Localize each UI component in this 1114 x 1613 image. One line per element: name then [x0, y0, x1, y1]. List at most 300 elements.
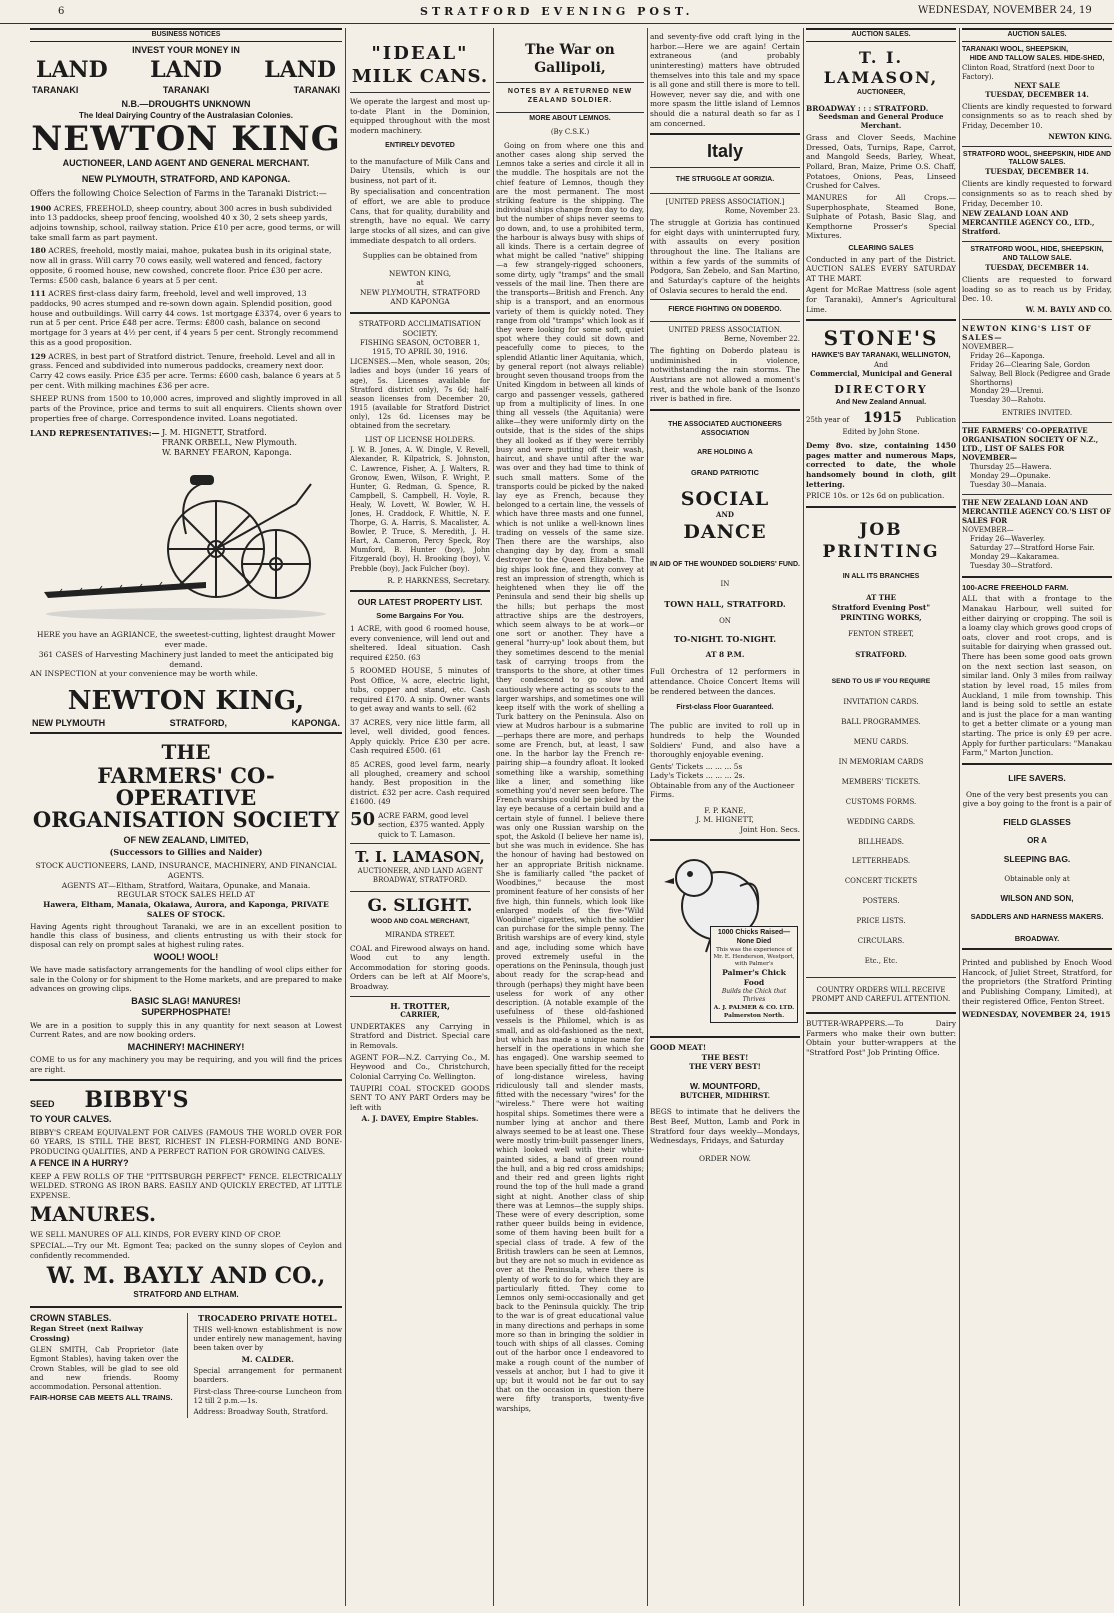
sale-item: Friday 26—Clearing Sale, Gordon Salway, Bell Block (Pedigree and Grade Shorthorns): [970, 360, 1111, 387]
land-representatives: [30, 428, 342, 459]
trocadero-ad: [187, 1313, 343, 1419]
chick-food-box: [710, 926, 798, 1023]
printing-item: MENU CARDS.: [853, 737, 909, 746]
printing-item: PRICE LISTS.: [856, 917, 906, 926]
printing-item: CUSTOMS FORMS.: [845, 797, 917, 806]
rep-name: J. M. HIGNETT, Stratford.: [162, 427, 267, 437]
divider: [30, 1306, 342, 1308]
printing-item: WEDDING CARDS.: [846, 817, 916, 826]
crown-stables-ad: [30, 1313, 179, 1419]
column-business-notices: [30, 28, 342, 1608]
bibbys-text: BIBBY'S CREAM EQUIVALENT FOR CALVES (FAMOUS THE WORLD OVER FOR 60 YEARS, IS STILL THE BEST, RICHEST IN FLESH-FORMING AND BONE-PRODUCING QUALITIES, AND A PERFECT RATION FOR GROWING CALVES.: [30, 1127, 342, 1156]
chicks-heading: 1000 Chicks Raised—None Died: [717, 929, 791, 946]
grand-patriotic: GRAND PATRIOTIC: [691, 467, 759, 477]
coal-text: COAL and Firewood always on hand. Wood cut to any length. Accommodation for storing goods. Orders can be left at Alf Moore's, Broadway.: [350, 943, 490, 992]
manures-text: MANURES for All Crops.—Superphosphate, Steamed Bone, Sulphate of Potash, Basic Slag, and Kempthorne Prosser's Special Mixtures.: [806, 192, 956, 241]
taranaki-row: [30, 85, 342, 97]
time-line: AT 8 P.M.: [705, 649, 745, 659]
next-sale: NEXT SALE: [1014, 80, 1060, 90]
sale-item: Friday 26—Kaponga.: [970, 351, 1045, 360]
hundred-acre-text: ALL that with a frontage to the Manakau Harbour, well suited for either dairying or cropping. The soil is a loamy clay which grows good crops of oats, clover and root crops, and is suitable for dairying when grassed out. There has been some good oats grown on the next section last season, on similar land. Only 3 miles from railway station by level road, 15 miles from Auckland, 1 mile from township. This land is being sold to settle an estate and is just the place for a man wanting to get a better climate or a young man starting. The price is only £9 per acre. Apply for further particulars: "Manakau Farm," Marton Junction.: [962, 594, 1112, 758]
super-text: We are in a position to supply this in any quantity for next season at Lowest Current Rates, and are now booking orders.: [30, 1020, 342, 1040]
special-tea: SPECIAL.—Try our Mt. Egmont Tea; packed on the sunny slopes of Ceylon and confidently recommended.: [30, 1241, 342, 1260]
palmer-company: A. J. PALMER & CO. LTD. Palmerston North.: [713, 1005, 795, 1019]
stratford-wool: STRATFORD WOOL, SHEEPSKIN, HIDE AND TALLOW SALES.: [962, 150, 1112, 167]
year-label: 25th year of: [806, 416, 850, 425]
of-nz-line: OF NEW ZEALAND, LIMITED,: [123, 835, 249, 846]
lamason-heading: T. I. LAMASON,: [355, 848, 485, 867]
printing-item: Etc., Etc.: [864, 957, 898, 966]
land-banner: [30, 56, 342, 84]
sheep-runs: SHEEP RUNS from 1500 to 10,000 acres, improved and slightly improved in all parts of the Province, price and terms to suit all enquirers. Clients shown over properties free of charge. Correspondence invited. Loans negotiated.: [30, 394, 342, 423]
land-word: LAND: [264, 57, 336, 84]
places-line: NEW PLYMOUTH, STRATFORD, AND KAPONGA.: [81, 173, 291, 184]
divider: [650, 193, 800, 194]
property-list-heading: OUR LATEST PROPERTY LIST.: [357, 596, 483, 607]
successors-line: (Successors to Gillies and Naider): [109, 846, 263, 857]
specialisation-text: By specialisation and concentration of effort, we are able to produce Cans, that for quality, durability and strength, have no equal. We carry large stocks of all sizes, and can give immediate despatch to all orders.: [350, 187, 490, 245]
divider: [962, 948, 1112, 950]
farm-text: ACRES, in best part of Stratford district. Tenure, freehold. Level and all in grass. Fenced and subdivided into numerous paddocks, creamery next door. Carry 42 cows easily. Price £35 per acre. Terms: £600 cash, balance 6 years at 5 per cent. With milking machines £36 per acre.: [30, 351, 341, 390]
send-line: SEND TO US IF YOU REQUIRE: [831, 678, 931, 686]
undertakes-text: UNDERTAKES any Carrying in Stratford and District. Special care in Removals.: [350, 1021, 490, 1051]
sale-item: Tuesday 30—Stratford.: [970, 561, 1053, 570]
section-header: BUSINESS NOTICES: [30, 28, 342, 42]
farmers-heading: FARMERS' CO-OPERATIVE: [97, 763, 275, 811]
divider: [806, 506, 956, 508]
sale-item: Thursday 25—Hawera.: [970, 463, 1052, 472]
hawkes-line: HAWKE'S BAY TARANAKI, WELLINGTON,: [811, 351, 951, 359]
masthead: [0, 0, 1114, 24]
farm-acres: 129: [30, 351, 46, 361]
italy-heading: Italy: [706, 141, 744, 162]
tonight-line: TO-NIGHT. TO-NIGHT.: [673, 633, 777, 644]
calves-heading: TO YOUR CALVES.: [30, 1114, 112, 1125]
property-item: 1 ACRE, with good 6 roomed house, every convenience, will lend out and sheltered. Ideal situation. Cash required £250. (63: [350, 624, 490, 662]
order-now: ORDER NOW.: [698, 1153, 752, 1163]
social-heading: SOCIAL: [680, 488, 770, 511]
november-label-2: NOVEMBER—: [962, 525, 1014, 534]
printing-item: IN MEMORIAM CARDS: [838, 757, 924, 766]
aid-line: IN AID OF THE WOUNDED SOLDIERS' FUND.: [650, 560, 800, 568]
regular-sales: REGULAR STOCK SALES HELD AT: [117, 890, 255, 900]
divider: [806, 977, 956, 978]
country-orders: COUNTRY ORDERS WILL RECEIVE PROMPT AND CAREFUL ATTENTION.: [811, 986, 951, 1004]
np-line: NEW PLYMOUTH, STRATFORD: [359, 287, 481, 297]
or-line: OR A: [1027, 835, 1047, 845]
edited-by: Edited by John Stone.: [842, 428, 920, 437]
town-hall: TOWN HALL, STRATFORD.: [664, 598, 786, 609]
farm-text: ACRES first-class dairy farm, freehold, level and well improved, 13 paddocks, 90 acres stumped and re-sown down again. Splendid position, good house and outbuildings. Will carry 44 cows. 1st mortgage £3374, over 6 years to run at 5 per cent. Price £48 per acre. Terms: £800 cash, balance on second mortgage for 3 years at 4½ per cent, if 4 years 5 per cent. Strongly recommend this as a good proposition.: [30, 289, 342, 347]
divider: [650, 839, 800, 841]
imprint: Printed and published by Enoch Wood Hancock, of Juliet Street, Stratford, for the proprietors (the Stratford Printing and Publishing Company, Limited), at their registered Office, Fenton Street.: [962, 958, 1112, 1006]
field-glasses: FIELD GLASSES: [1003, 817, 1071, 828]
auctioneer-line: AUCTIONEER,: [856, 88, 906, 96]
clinton-road: Clinton Road, Stratford (next Door to Factory).: [962, 63, 1095, 81]
places-row: [30, 718, 342, 734]
divider: [962, 319, 1112, 320]
acclimatisation-heading: STRATFORD ACCLIMATISATION SOCIETY.: [358, 319, 482, 338]
inspection-notice: AN INSPECTION at your convenience may be worth while.: [30, 669, 258, 679]
doberdo-heading: FIERCE FIGHTING ON DOBERDO.: [668, 306, 782, 314]
divider: [806, 1012, 956, 1014]
imprint-date: WEDNESDAY, NOVEMBER 24, 1915: [962, 1010, 1111, 1020]
divider: [350, 312, 490, 314]
farm-listing: [30, 246, 342, 285]
fishing-season: FISHING SEASON, OCTOBER 1, 1915, TO APRIL 30, 1916.: [360, 337, 480, 357]
floor-line: First-class Floor Guaranteed.: [676, 704, 774, 712]
fifty-number: 50: [350, 808, 376, 830]
begs-text: BEGS to intimate that he delivers the Best Beef, Mutton, Lamb and Pork in Stratford four days weekly—Mondays, Wednesdays, Fridays, and Saturday: [650, 1107, 800, 1146]
printing-item: BILLHEADS.: [858, 837, 904, 846]
butter-wrappers: BUTTER-WRAPPERS.—To Dairy Farmers who make their own butter: Obtain your butter-wrappers at the "Stratford Post" Job Printing Office.: [806, 1019, 956, 1057]
farm-listing: [30, 352, 342, 391]
berne-dateline: Berne, November 22.: [723, 335, 800, 344]
fence-heading: A FENCE IN A HURRY?: [30, 1158, 129, 1169]
divider: [962, 146, 1112, 147]
farm-acres: 111: [30, 289, 46, 299]
bibbys-heading-row: [30, 1086, 342, 1114]
sale-item: Saturday 27—Stratford Horse Fair.: [970, 543, 1095, 552]
berne-text: The fighting on Doberdo plateau is undiminished in violence, notwithstanding the rain storms. The Austrians are not allowed a moment's rest, and the whole bank of the Isonzo river is bathed in fire.: [650, 346, 800, 404]
column-rule: [959, 28, 960, 1606]
divider: [962, 576, 1112, 578]
rep-name: W. BARNEY FEARON, Kaponga.: [162, 448, 292, 458]
land-word: LAND: [36, 57, 108, 84]
auctioneer-line: AUCTIONEER, LAND AGENT AND GENERAL MERCHANT.: [62, 158, 310, 169]
basic-slag-heading: BASIC SLAG! MANURES!: [131, 995, 241, 1006]
nz-loan: NEW ZEALAND LOAN AND MERCANTILE AGENCY CO., LTD., Stratford.: [962, 209, 1095, 237]
hignett-name: J. M. HIGNETT,: [696, 815, 754, 825]
printing-item: CIRCULARS.: [857, 937, 905, 946]
sales-places: Hawera, Eltham, Manaia, Okaiawa, Aurora, and Kaponga, PRIVATE SALES OF STOCK.: [43, 900, 329, 919]
nk-sales-heading: NEWTON KING'S LIST OF SALES—: [962, 323, 1092, 343]
newton-king-banner-2: NEWTON KING,: [67, 685, 305, 716]
demy-text: Demy 8vo. size, containing 1450 pages matter and numerous Maps, corrected to date, the whole handsomely bound in cloth, gilt lettering.: [806, 441, 956, 489]
directory-heading: DIRECTORY: [834, 382, 928, 396]
divider: [650, 1036, 800, 1038]
article-byline: (By C.S.K.): [550, 127, 590, 136]
sale-item: Friday 26—Waverley.: [970, 534, 1046, 543]
mountford-heading: W. MOUNTFORD,: [690, 1081, 760, 1092]
sale-item: Monday 29—Kakaramea.: [970, 552, 1060, 561]
printing-heading: PRINTING: [822, 541, 940, 562]
article-section: MORE ABOUT LEMNOS.: [496, 112, 644, 124]
reps-list: [162, 428, 342, 459]
commercial-line: Commercial, Municipal and General: [809, 368, 953, 378]
saddlers-line: SADDLERS AND HARNESS MAKERS.: [970, 912, 1104, 922]
divider: [30, 1079, 342, 1081]
clients-notice-3: Clients are requested to forward loading so as to reach us by Friday, Dec. 10.: [962, 274, 1112, 304]
devoted-text: to the manufacture of Milk Cans and Dairy Utensils, which is our business, not part of it.: [350, 156, 490, 185]
farmers-sales-heading: THE FARMERS' CO-OPERATIVE ORGANISATION SOCIETY OF N.Z., LTD., LIST OF SALES FOR NOVEMBER—: [962, 426, 1099, 463]
holding-line: ARE HOLDING A: [697, 448, 753, 456]
reps-label: LAND REPRESENTATIVES:—: [30, 427, 160, 438]
invest-heading: INVEST YOUR MONEY IN: [132, 44, 240, 55]
special-arrangement: Special arrangement for permanent boarders.: [193, 1366, 342, 1385]
fifty-text: ACRE FARM, good level section, £375 wanted. Apply quick to T. Lamason.: [378, 810, 485, 839]
sleeping-bag: SLEEPING BAG.: [1003, 854, 1071, 865]
trocadero-heading: TROCADERO PRIVATE HOTEL.: [198, 1312, 338, 1323]
printing-item: POSTERS.: [862, 897, 900, 906]
at-line: at: [416, 278, 424, 288]
good-meat: GOOD MEAT!: [650, 1043, 707, 1053]
license-list-heading: LIST OF LICENSE HOLDERS.: [364, 435, 476, 445]
kane-name: F. P. KANE,: [704, 805, 746, 815]
taranaki-word: TARANAKI: [293, 84, 340, 95]
trotter-heading: H. TROTTER,: [390, 1000, 450, 1011]
rep-name: FRANK ORBELL, New Plymouth.: [162, 437, 297, 447]
hide-tallow: HIDE AND TALLOW SALES. HIDE-SHED,: [969, 54, 1105, 62]
farm-acres: 180: [30, 246, 46, 256]
bottom-ads: [30, 1313, 342, 1419]
place: STRATFORD,: [169, 718, 227, 729]
harkness-signature: R. P. HARKNESS, Secretary.: [387, 575, 490, 585]
broadway-line: BROADWAY.: [1014, 933, 1060, 943]
column-6: [962, 28, 1112, 1608]
milk-cans-heading: MILK CANS.: [351, 66, 489, 88]
divider: [650, 321, 800, 322]
stratford-hide-sale: STRATFORD WOOL, HIDE, SHEEPSKIN, AND TALLOW SALE.: [970, 246, 1104, 263]
life-savers: LIFE SAVERS.: [1008, 772, 1066, 783]
newton-king-sig: NEWTON KING.: [1048, 131, 1112, 141]
chicks-sub: This was the experience of Mr. E. Henderson, Westport, with Palmer's: [713, 946, 795, 968]
upa-credit-2: UNITED PRESS ASSOCIATION.: [668, 326, 782, 335]
upa-credit: [UNITED PRESS ASSOCIATION.]: [665, 198, 785, 207]
rome-text: The struggle at Gorizia has continued for eight days with uninterrupted fury, with assaults on every position throughout the line. The Italians are within a few yards of the summits of Podgora, San Zebelo, and San Martino, and Saturday's capture of the heights of Oslavia secures to herald the end.: [650, 218, 800, 295]
manures-heading: MANURES.: [30, 1202, 156, 1227]
and-word: AND: [716, 510, 734, 520]
crown-heading: CROWN STABLES.: [30, 1312, 112, 1323]
nz-annual: And New Zealand Annual.: [835, 396, 927, 406]
divider: [962, 422, 1112, 423]
gents-tickets: Gents' Tickets ... ... ... 5s: [650, 761, 743, 771]
seed-label: SEED: [30, 1099, 55, 1110]
slight-sub: WOOD AND COAL MERCHANT,: [370, 918, 470, 926]
mower-illustration: [36, 464, 336, 624]
divider: [962, 241, 1112, 242]
property-item: 5 ROOMED HOUSE, 5 minutes of Post Office, ¼ acre, electric light, tubs, copper and stand, etc. Cash required £170. A snip. Owner wants to get away and wants to sell. (62: [350, 666, 490, 714]
farm-acres: 1900: [30, 203, 52, 213]
divider: [650, 409, 800, 411]
bibbys-heading: BIBBY'S: [84, 1087, 189, 1114]
farm-listing: [30, 289, 342, 347]
crown-text: GLEN SMITH, Cab Proprietor (late Egmont Stables), having taken over the Crown Stables, will be glad to see old and new friends. Roomy accommodation. Personal attention.: [30, 1345, 179, 1391]
wool-heading: WOOL! WOOL!: [153, 951, 219, 962]
taupiri-text: TAUPIRI COAL STOCKED GOODS SENT TO ANY PART Orders may be left with: [350, 1083, 490, 1112]
column-rule: [345, 28, 346, 1606]
davey-signature: A. J. DAVEY, Empire Stables.: [361, 1114, 479, 1124]
harvest-notice: 361 CASES of Harvesting Machinery just landed to meet the anticipated big demand.: [38, 649, 334, 669]
joint-secs: Joint Hon. Secs.: [740, 824, 800, 834]
place: NEW PLYMOUTH: [32, 718, 106, 729]
agent-text: Agent for McRae Mattress (sole agent for Taranaki), Amner's Agricultural Lime.: [806, 285, 956, 314]
year-number: 1915: [863, 410, 903, 427]
newton-king-banner: NEWTON KING: [31, 118, 341, 159]
printing-item: CONCERT TICKETS: [844, 877, 918, 886]
stratford-line: STRATFORD.: [855, 650, 907, 660]
we-operate: We operate the largest and most up-to-date Plant in the Dominion, equipped throughout with the most modern machinery.: [350, 97, 490, 135]
issue-date: WEDNESDAY, NOVEMBER 24, 19: [918, 5, 1092, 16]
november-label: NOVEMBER—: [962, 342, 1014, 351]
builds-tagline: Builds the Chick that Thrives: [721, 987, 787, 1003]
auction-sales-header: AUCTION SALES.: [806, 28, 956, 42]
superphosphate-heading: SUPERPHOSPHATE!: [141, 1007, 231, 1018]
column-gallipoli: [496, 28, 644, 1608]
very-best: THE VERY BEST!: [689, 1062, 761, 1071]
license-holders: J. W. B. Jones, A. W. Dingle, V. Revell, Alexander, R. Kilpatrick, S. Johnston, C. Lawrence, Fisher, A. J. Walters, R. Gronow, Ewen, Wilson, F. Wright, P. Hunter, G. Redman, G. Spence, R. Campbell, S. Campbell, H. Voyle, R. Healy, W. Lovett, W. Bowler, W. H. Jones, H. Craddock, F. Whittle, N. F. Thorpe, G. A. Harris, S. Macalister, A. Bowler, P. Truce, S. Meredith, J. H. Hart, A. Cameron, Percy Speck, Roy Mumford, B. Hunter (boy), John Fitzgerald (boy), H. Brooking (boy), V. Prebble (boy), Jack Fulcher (boy).: [350, 446, 490, 573]
divider: [650, 299, 800, 300]
farm-listing: [30, 204, 342, 243]
trocadero-text: THIS well-known establishment is now under entirely new management, having been taken over by: [193, 1324, 342, 1353]
divider: [806, 319, 956, 321]
clearing-text: Conducted in any part of the District. AUCTION SALES EVERY SATURDAY AT THE MART.: [806, 254, 956, 283]
column-5: [806, 28, 956, 1608]
column-rule: [803, 28, 804, 1606]
machinery-heading: MACHINERY! MACHINERY!: [127, 1041, 245, 1052]
droughts-notice: N.B.—DROUGHTS UNKNOWN: [121, 99, 251, 110]
column-rule: [493, 28, 494, 1606]
supplies-line: Supplies can be obtained from: [362, 251, 478, 261]
bargains-heading: Some Bargains For You.: [376, 610, 464, 620]
clients-notice-2: Clients are kindly requested to forward consignments so as to reach shed by Friday, December 10.: [962, 179, 1112, 208]
miranda-street: MIRANDA STREET.: [384, 930, 456, 939]
lamason-heading: T. I. LAMASON,: [823, 47, 939, 88]
taranaki-word: TARANAKI: [32, 84, 79, 95]
sale-item: Tuesday 30—Manaia.: [970, 481, 1047, 490]
broadway-line: BROADWAY, STRATFORD.: [372, 876, 468, 885]
dance-heading: DANCE: [683, 521, 767, 544]
article-body: Going on from where one this and another cases along ship served the Lemnos take a series and circle it all in the muddle. The hospitals are not the chief feature of Lemnos, though they are the most permanent. The most striking feature is the shipping. The individual ships change from day to day, but the number of ships never seems to go down, and, to use a prohibited term, the harbour is always busy with ships of all kinds. There is a certain degree of what might be called "native" shipping—a few strangely-rigged schooners, some dirty, ugly "tramps" and the small vessels of the mail line. Then there are the transports—British and French. Any ship is a transport, and an enormous variety of them is quickly noted. They range from old "tramps" which look as if they were looking for some soft, quiet spot where they could sit down and peacefully come to pieces, to the splendid Atlantic liner Aquitania, which, by general report (not always reliable) brought seven thousand troops from the United Kingdom in between all kinds of cargo and passenger vessels, gathered up from a multiplicity of lines. In one thing all vessels (the Aquitania) were alike—they were uniformly dirty on the outside, that is the sides of the ships they all looked as if they were terribly busy and were putting off their wash, haircut, and shave until after the war was over and they had time to think of such small matters. Some of the transports could be picked by the naked lay eye as French, because they belonged to a certain line, the vessels of which have three masts and one funnel, which is not unlike a well-known lines trading on vessels of the same size. Then there are the warships, also changing day by day, from a small destroyer to the Queen Elizabeth. The big ships look fine, and they convey at rest an impression of strength, which is heightened when they lie off the Peninsula and send their big shells up the hills; but perhaps the most attractive ships are the destroyers, which seem always to be at work—or one sort or another. They have a general "hurry-up" look about them, but they sometimes descend to the menial task of carrying troops from the transports to the shore, at other times they condescend to go slow and cautiously where acting as scouts to the larger warships, and sometimes one will keep itself with the work of shelling a Turk battery on the Peninsula. Also on view at Mudros harbour is a submarine—perhaps there are more, and perhaps some are French, but, at least, I saw one. In the harbor lay the French re-pairing ship—a foundry afloat. It looked something like a warship, something like a liner, and something like something you'd never seen before. The French warships could be picked by the lay eye because of a certain build and a certain style of funnel. I believe there was only one Russian warship on the spot, the Askold (I believe her name is), but she was much in evidence. She has the honour of having had bestowed on her an appropriate British nickname. She is familiarly called "the packet of Woodbines," because the most prominent feature of her consists of her five high, thin funnels, which look like enlarged models of the five-"Wild Woodbine" cigarettes, which the soldier can purchase for the simple penny. The British warships are of every kind, style and age, including some which have proved extremely useful in the operations on the Peninsula, though just about ready for the scrap-head and through (perhaps) they might have been useless for work of any other description. (A notable example of the usefulness of these old-fashioned vessels is the Philomel, which is as small, and as old-fashioned as the next, but which has made a unique name for herself in the operations in which she has engaged). One warship seemed to have been specially fitted for the receipt of long-distance wireless, having ridiculously tall and slender masts, fitted with the necessary "wires" for the "wireless." There were hot waiting hospital ships. Sometimes there were a number lying at anchor and there always seemed to be at least one. These were mostly trim-built passenger liners, which looked well with their white-painted sides, a band of green round the hull, and a big red cross amidships; and their red and green lights right round the top of the hull made a grand sight at night. Another class of ship there was at Lemnos—the supply ships. These were of every description, some rather queer builds being in evidence, some of them having been built for a special class of trade. A few of the British trawlers can be seen at Lemnos, but they are not so much in evidence as over at the Peninsula, where there is plenty of work to do for which they are particularly fitted. They come to Lemnos only semi-occasionally and get back to the Peninsula quickly. The trip to the war is of great educational value in many directions and perhaps in some more so than in bringing the soldier in touch with ships of all classes. Coming out of the harbor once I endeavored to make a rough count of the number of vessels at anchor, but I had to give it up; but it would not be far out to say that on the occasion in question there were fifty transports, twenty-five warships,: [496, 140, 644, 1413]
fence-text: KEEP A FEW ROLLS OF THE "PITTSBURGH PERFECT" FENCE. ELECTRICALLY WELDED. STRONG AS IRON BARS. EASILY AND QUICKLY ERECTED, AT LITTLE EXPENSE.: [30, 1171, 342, 1200]
job-heading: JOB: [859, 519, 903, 540]
auction-sales-header: AUCTION SALES.: [962, 28, 1112, 42]
divider: [962, 763, 1112, 765]
lady-tickets: Lady's Tickets ... ... ... 2s.: [650, 771, 745, 781]
seeds-text: Grass and Clover Seeds, Machine Dressed, Oats, Turnips, Rape, Carrot, and Mangold Seeds, Barley, Wheat, Pollard, Bran, Maize, Prime O.S. Chaff, Potatoes, Onions, Peas, Linseed Crushed for Calves.: [806, 133, 956, 191]
divider: [350, 996, 490, 997]
land-word: LAND: [150, 57, 222, 84]
divider: [350, 590, 490, 592]
hotel-address: Address: Broadway South, Stratford.: [193, 1407, 329, 1417]
newspaper-title: STRATFORD EVENING POST.: [420, 5, 694, 18]
obtainable-line: Obtainable from any of the Auctioneer Firms.: [650, 780, 795, 800]
column-rule: [647, 28, 648, 1606]
hundred-acre-heading: 100-ACRE FREEHOLD FARM.: [962, 582, 1069, 592]
calder-name: M. CALDER.: [241, 1354, 294, 1364]
licenses-text: LICENSES.—Men, whole season, 20s; ladies and boys (under 16 years of age), 5s. Licenses available for Stratford district only), 7s 6d; half-season licenses from December 20, 1915 (available for Stratford District only), 12s 6d. Licenses may be obtained from the secretary.: [350, 358, 490, 431]
broadway-line: BROADWAY : : : STRATFORD.: [806, 103, 929, 113]
divider: [350, 843, 490, 844]
publication-label: Publication: [915, 416, 956, 425]
in-word: IN: [720, 579, 730, 588]
property-item: 85 ACRES, good level farm, nearly all ploughed, creamery and school handy. Best proposition in the district. £32 per acre. Cash required £1600. (49: [350, 759, 490, 807]
divider: [350, 92, 490, 93]
and-word: And: [873, 360, 889, 369]
article-subhead: NOTES BY A RETURNED NEW ZEALAND SOLDIER.: [507, 87, 633, 104]
obtainable-only: Obtainable only at: [1004, 875, 1070, 884]
printing-item: LETTERHEADS.: [851, 857, 911, 866]
fenton-street: FENTON STREET,: [848, 630, 914, 639]
kaponga-line: AND KAPONGA: [390, 297, 450, 307]
ideal-heading: "IDEAL": [371, 43, 469, 64]
property-item: 37 ACRES, very nice little farm, all level, well divided, good fences. Apply quickly. Price £30 per acre. Cash required £500. (61: [350, 717, 490, 756]
printing-items: [806, 698, 956, 966]
article-headline: The War on Gallipoli,: [496, 42, 644, 83]
ideal-country: The Ideal Dairying Country of the Australasian Colonies.: [79, 110, 293, 120]
crown-street: Regan Street (next Railway Crossing): [30, 1324, 143, 1343]
place: KAPONGA.: [291, 718, 340, 729]
printing-item: BALL PROGRAMMES.: [841, 717, 921, 726]
stock-agents: STOCK AUCTIONEERS, LAND, INSURANCE, MACHINERY, AND FINANCIAL AGENTS.: [35, 861, 337, 880]
palmers-brand: Palmer's Chick Food: [722, 968, 786, 988]
newton-king: NEWTON KING,: [388, 268, 452, 278]
the-best: THE BEST!: [701, 1052, 749, 1062]
carrier-line: CARRIER,: [400, 1009, 440, 1019]
bayly-places: STRATFORD AND ELTHAM.: [133, 1290, 239, 1300]
taranaki-word: TARANAKI: [162, 84, 210, 95]
the-heading: THE: [161, 739, 211, 764]
sale-item: Monday 29—Urenui.: [970, 387, 1044, 396]
bayly-sig: W. M. BAYLY AND CO.: [1025, 304, 1112, 314]
gorizia-heading: THE STRUGGLE AT GORIZIA.: [675, 176, 775, 184]
clearing-sales: CLEARING SALES: [848, 243, 914, 253]
having-agents: Having Agents right throughout Taranaki, we are in an excellent position to handle this class of business, and clients entrusting us with their stock for disposal can rely on prompt sales at highest ruling rates.: [30, 921, 342, 950]
printing-item: INVITATION CARDS.: [843, 697, 919, 706]
taranaki-wool: TARANAKI WOOL, SHEEPSKIN,: [962, 45, 1069, 53]
page-number: 6: [58, 6, 65, 17]
printing-item: MEMBERS' TICKETS.: [841, 777, 921, 786]
seedsman-line: Seedsman and General Produce Merchant.: [818, 112, 944, 131]
sale-date-2: TUESDAY, DECEMBER 14.: [985, 167, 1089, 177]
agents-at: AGENTS AT—Eltham, Stratford, Waitara, Opunake, and Manaia.: [61, 880, 311, 890]
rome-dateline: Rome, November 23.: [724, 207, 800, 216]
price-text: PRICE 10s. or 12s 6d on publication.: [806, 491, 945, 501]
wool-text: We have made satisfactory arrangements for the handling of wool clips either for sale in the Colony or for shipment to the Home markets, and are prepared to make advances on growing clips.: [30, 965, 342, 994]
assoc-heading: THE ASSOCIATED AUCTIONEERS ASSOCIATION: [668, 420, 782, 437]
article-continuation: and seventy-five odd craft lying in the harbor.—Here we are again! Certain extraneous (and probably uninteresting) matters have obtruded themselves into this tale and my space is all gone and still there is more to tell. However, never say die, and with one more spasm the little island of Lemnos should die a natural death so far as I am concerned.: [650, 32, 800, 128]
year-line: [806, 410, 956, 428]
column-2: [350, 28, 490, 1608]
column-4: [650, 28, 800, 1608]
slight-heading: G. SLIGHT.: [367, 896, 473, 917]
fifty-acre-item: [350, 808, 490, 839]
public-text: The public are invited to roll up in hundreds to help the Wounded Soldiers' Fund, and also have a thoroughly enjoyable evening.: [650, 721, 800, 760]
stones-heading: STONE'S: [823, 326, 939, 351]
sale-date-3: TUESDAY, DECEMBER 14.: [985, 263, 1089, 272]
nzloan-sales-heading: THE NEW ZEALAND LOAN AND MERCANTILE AGENCY CO.'S LIST OF SALES FOR: [962, 498, 1111, 525]
manures-text: WE SELL MANURES OF ALL KINDS, FOR EVERY KIND OF CROP.: [30, 1229, 281, 1239]
orchestra-text: Full Orchestra of 12 performers in attendance. Choice Concert Items will be rendered between the dances.: [650, 667, 800, 696]
bayly-heading: W. M. BAYLY AND CO.,: [46, 1263, 326, 1290]
agent-text: AGENT FOR—N.Z. Carrying Co., M. Heywood and Co., Christchurch, Colonial Carrying Co. Wellington.: [350, 1052, 490, 1081]
luncheon: First-class Three-course Luncheon from 12 till 2 p.m.—1s.: [193, 1386, 342, 1405]
machinery-text: COME to us for any machinery you may be requiring, and you will find the prices are right.: [30, 1055, 342, 1074]
post-name: Stratford Evening Post": [831, 603, 931, 613]
clients-notice: Clients are kindly requested to forward consignments so as to reach shed by Friday, December 10.: [962, 101, 1112, 130]
entirely-devoted: ENTIRELY DEVOTED: [385, 141, 455, 149]
fair-horse: FAIR-HORSE CAB MEETS ALL TRAINS.: [30, 1393, 173, 1403]
mower-caption: HERE you have an AGRIANCE, the sweetest-cutting, lightest draught Mower ever made.: [36, 630, 336, 650]
entries-invited: ENTRIES INVITED.: [1001, 409, 1073, 418]
organisation-heading: ORGANISATION SOCIETY: [32, 807, 340, 833]
divider: [350, 891, 490, 892]
works-line: PRINTING WORKS,: [840, 612, 922, 622]
palmers-chick-food-ad: [650, 846, 800, 1031]
at-the: AT THE: [866, 593, 896, 603]
divider: [650, 167, 800, 168]
divider: [962, 494, 1112, 495]
